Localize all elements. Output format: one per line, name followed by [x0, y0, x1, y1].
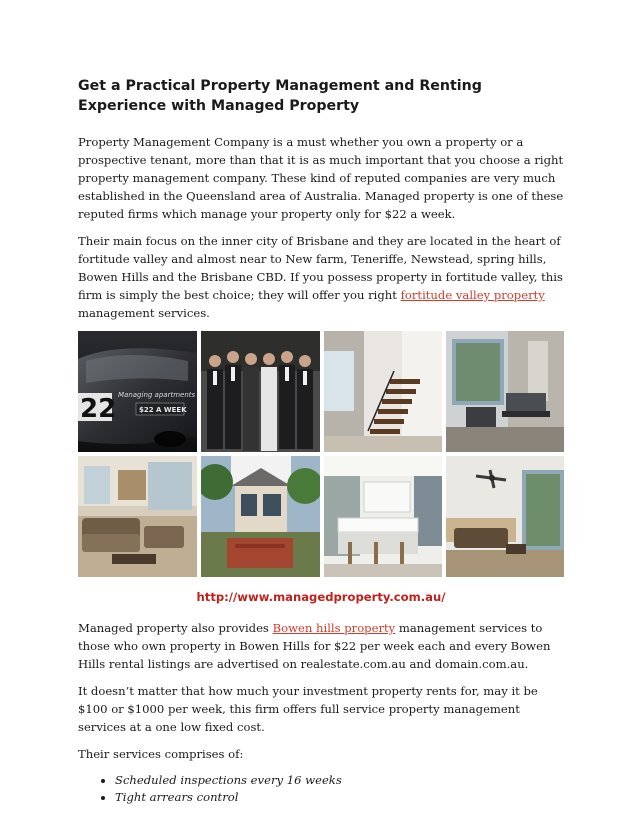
intro-paragraph: Property Management Company is a must whether you own a property or a prospective tenant, more than that it is as much important that you choose a right property management company. These kind of reputed companies are very much established in the Queensland area of Australia. Managed property is one of these reputed firms which manage your property only for $22 a week.: [78, 135, 564, 221]
fortitude-valley-link[interactable]: fortitude valley property: [400, 288, 545, 302]
services-intro: Their services comprises of:: [78, 747, 244, 761]
car-sign-text: Managing apartments: [118, 391, 196, 399]
location-text-before: Their main focus on the inner city of Brisbane and they are located in the heart of fortitude valley and almost near to New farm, Teneriffe, Newstead, spring hills, Bowen Hills and the Brisbane CBD. If you possess property in fortitude valley, this firm is simply the best choice; they will offer you right: [78, 234, 563, 302]
photo-balcony-living: [446, 331, 564, 452]
bowen-text-before: Managed property also provides: [78, 621, 273, 635]
photo-living-room: [78, 456, 197, 577]
photo-courtyard: [201, 456, 320, 577]
document-page: [78, 76, 564, 806]
pricing-paragraph: It doesn’t matter that how much your investment property rents for, may it be $100 or $1000 per week, this firm offers full service property management services at a one low fixed cost.: [78, 684, 538, 734]
svg-text:22: 22: [80, 394, 117, 424]
service-item: • Tight arrears control: [115, 789, 564, 806]
car-price-text: $22 A WEEK: [139, 406, 187, 414]
photo-car-sign: [78, 331, 197, 452]
location-text-after: management services.: [78, 306, 210, 320]
services-list: [78, 772, 564, 806]
photo-kitchen: [324, 456, 442, 577]
bowen-text-after: management services to those who own property in Bowen Hills for $22 per week each and every Bowen Hills rental listings are advertised on realestate.com.au and domain.com.au.: [78, 621, 551, 671]
location-paragraph: [78, 232, 564, 322]
property-photo-collage: [78, 331, 564, 579]
photo-staircase: [324, 331, 442, 452]
article-title: Get a Practical Property Management and Renting Experience with Managed Property: [78, 78, 482, 114]
photo-team: [201, 331, 320, 452]
photo-living-fan: [446, 456, 564, 577]
bowen-hills-link[interactable]: Bowen hills property: [272, 621, 396, 635]
website-url[interactable]: http://www.managedproperty.com.au/: [196, 590, 446, 604]
service-item: • Scheduled inspections every 16 weeks: [115, 772, 564, 789]
bowen-hills-paragraph: [78, 619, 564, 673]
